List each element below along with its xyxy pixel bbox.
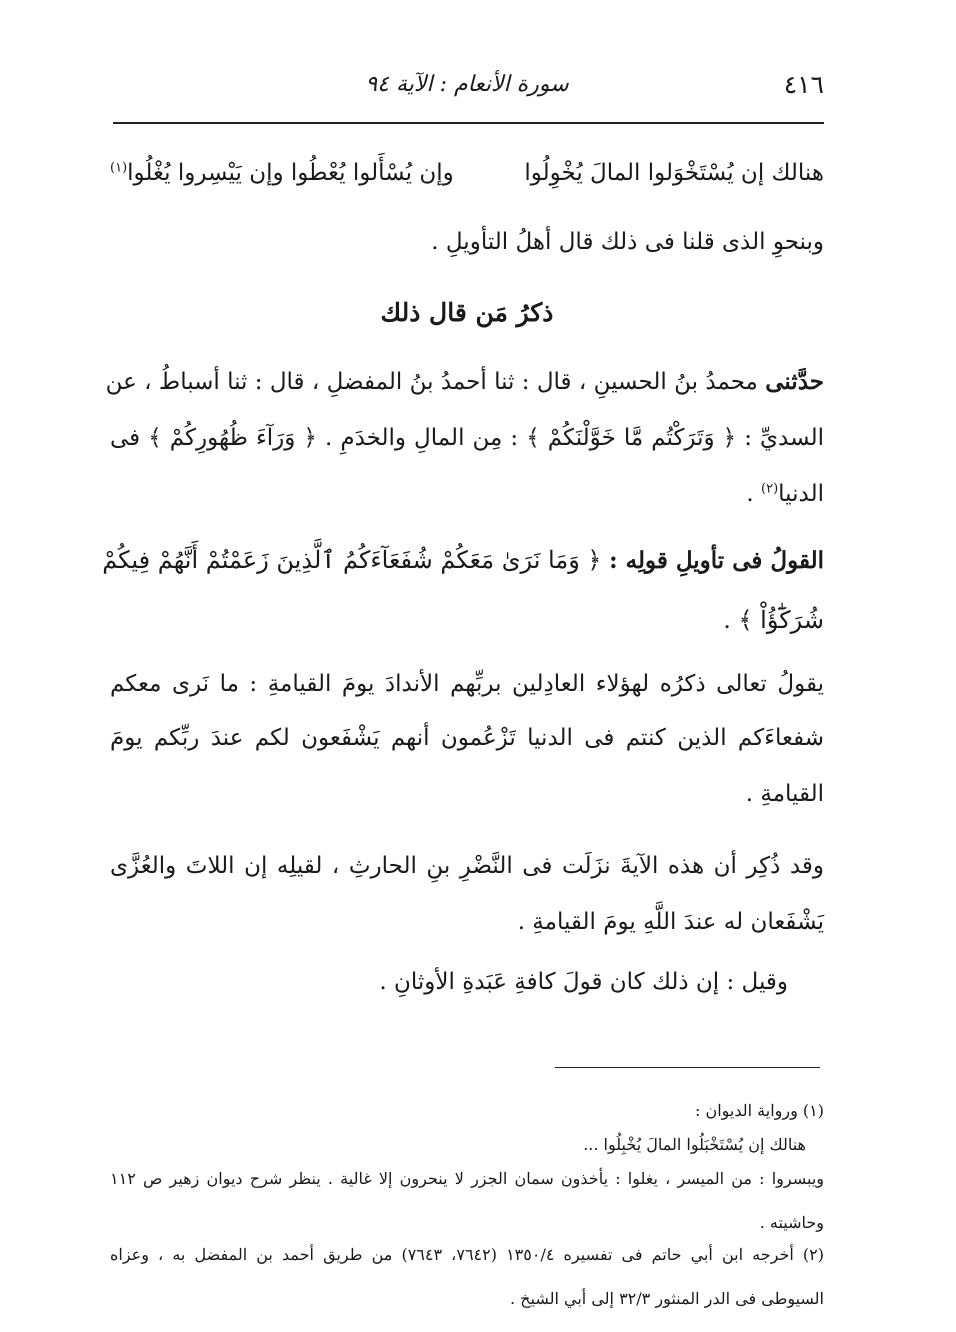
footnote-rule (555, 1067, 820, 1068)
page-header (110, 70, 824, 110)
running-title: سورة الأنعام : الآية ٩٤ (365, 72, 569, 97)
poetry-verse (110, 160, 824, 200)
footnote-1-line-1: (١) ورواية الديوان : (694, 1101, 824, 1120)
footnote-2-line-1: (٢) أخرجه ابن أبي حاتم فى تفسيره ١٣٥٠/٤ (٧٦٤٢، ٧٦٤٣) من طريق أحمد بن المفضل به ، وعزاه (110, 1245, 824, 1264)
paragraph-1: وبنحوِ الذى قلنا فى ذلك قال أهلُ التأويلِ . (431, 229, 824, 255)
narration-line-3 (110, 474, 824, 514)
page-number: ٤١٦ (783, 70, 824, 99)
narration-line-3-text: الدنيا (778, 481, 824, 507)
section-heading: ذكرُ مَن قال ذلك (380, 298, 554, 327)
narration-line-1-text: محمدُ بنُ الحسينِ ، قال : ثنا أحمدُ بنُ المفضلِ ، قال : ثنا أسباطُ ، عن (105, 369, 766, 395)
paragraph-2-line-3: القيامةِ . (745, 781, 824, 807)
header-rule (113, 122, 824, 124)
paragraph-3-line-1: وقد ذُكِر أن هذه الآيةَ نزَلَت فى النَّضْرِ بنِ الحارثِ ، لقيلِه إن اللاتَ والعُزَّى (110, 853, 824, 879)
narration-line-3-end: . (746, 481, 762, 507)
footnote-2-line-2: السيوطى فى الدر المنثور ٣٢/٣ إلى أبي الشيخ . (510, 1289, 824, 1308)
verse-hemistich-first: هنالك إن يُسْتَخْوَلوا المالَ يُخْوِلُوا (524, 160, 824, 186)
footnote-1-line-2: هنالك إن يُسْتَخْبَلُوا المالَ يُخْبِلُوا ... (583, 1135, 806, 1154)
paragraph-2-line-1: يقولُ تعالى ذكرُه لهؤلاء العادِلين بربِّهم الأندادَ يومَ القيامةِ : ما نَرى معكم (110, 671, 824, 697)
paragraph-4: وقيل : إن ذلك كان قولَ كافةِ عَبَدةِ الأوثانِ . (379, 969, 788, 995)
footnote-1-line-3: ويبسروا : من الميسر ، يغلوا : يأخذون سمان الجزر لا ينحرون إلا غالية . ينظر شرح ديوان زهير ص ١١٢ (110, 1169, 825, 1188)
verse-hemistich-second (110, 160, 454, 186)
verse-hemistich-second-text: وإن يُسْأَلوا يُعْطُوا وإن يَيْسِروا يُغْلُوا (127, 160, 454, 186)
commentary-lead: القولُ فى تأويلِ قولِه : (609, 547, 824, 574)
narration-line-2: السديِّ : ﴿ وَتَرَكْتُم مَّا خَوَّلْنَكُمْ ﴾ : مِن المالِ والخدَمِ . ﴿ وَرَآءَ ظُهُورِكُمْ ﴾ فى (110, 425, 824, 451)
footnote-1-line-4: وحاشيته . (759, 1213, 824, 1232)
narration-lead: حدَّثنى (765, 368, 824, 395)
paragraph-2-line-2: شفعاءَكم الذين كنتم فى الدنيا تَزْعُمون أنهم يَشْفَعون لكم عندَ ربِّكم يومَ (110, 725, 824, 751)
narration-line-1 (105, 362, 824, 402)
footnote-marker-1: (١) (110, 160, 128, 176)
commentary-line-2: شُرَكَٰٓؤُاْ ﴾ . (723, 606, 824, 634)
commentary-ayah: ﴿ وَمَا نَرَىٰ مَعَكُمْ شُفَعَآءَكُمُ ٱلَّذِينَ زَعَمْتُمْ أَنَّهُمْ فِيكُمْ (102, 546, 610, 574)
footnote-marker-2: (٢) (761, 481, 779, 497)
paragraph-3-line-2: يَشْفَعان له عندَ اللَّهِ يومَ القيامةِ . (517, 909, 824, 935)
commentary-line-1 (102, 540, 824, 581)
